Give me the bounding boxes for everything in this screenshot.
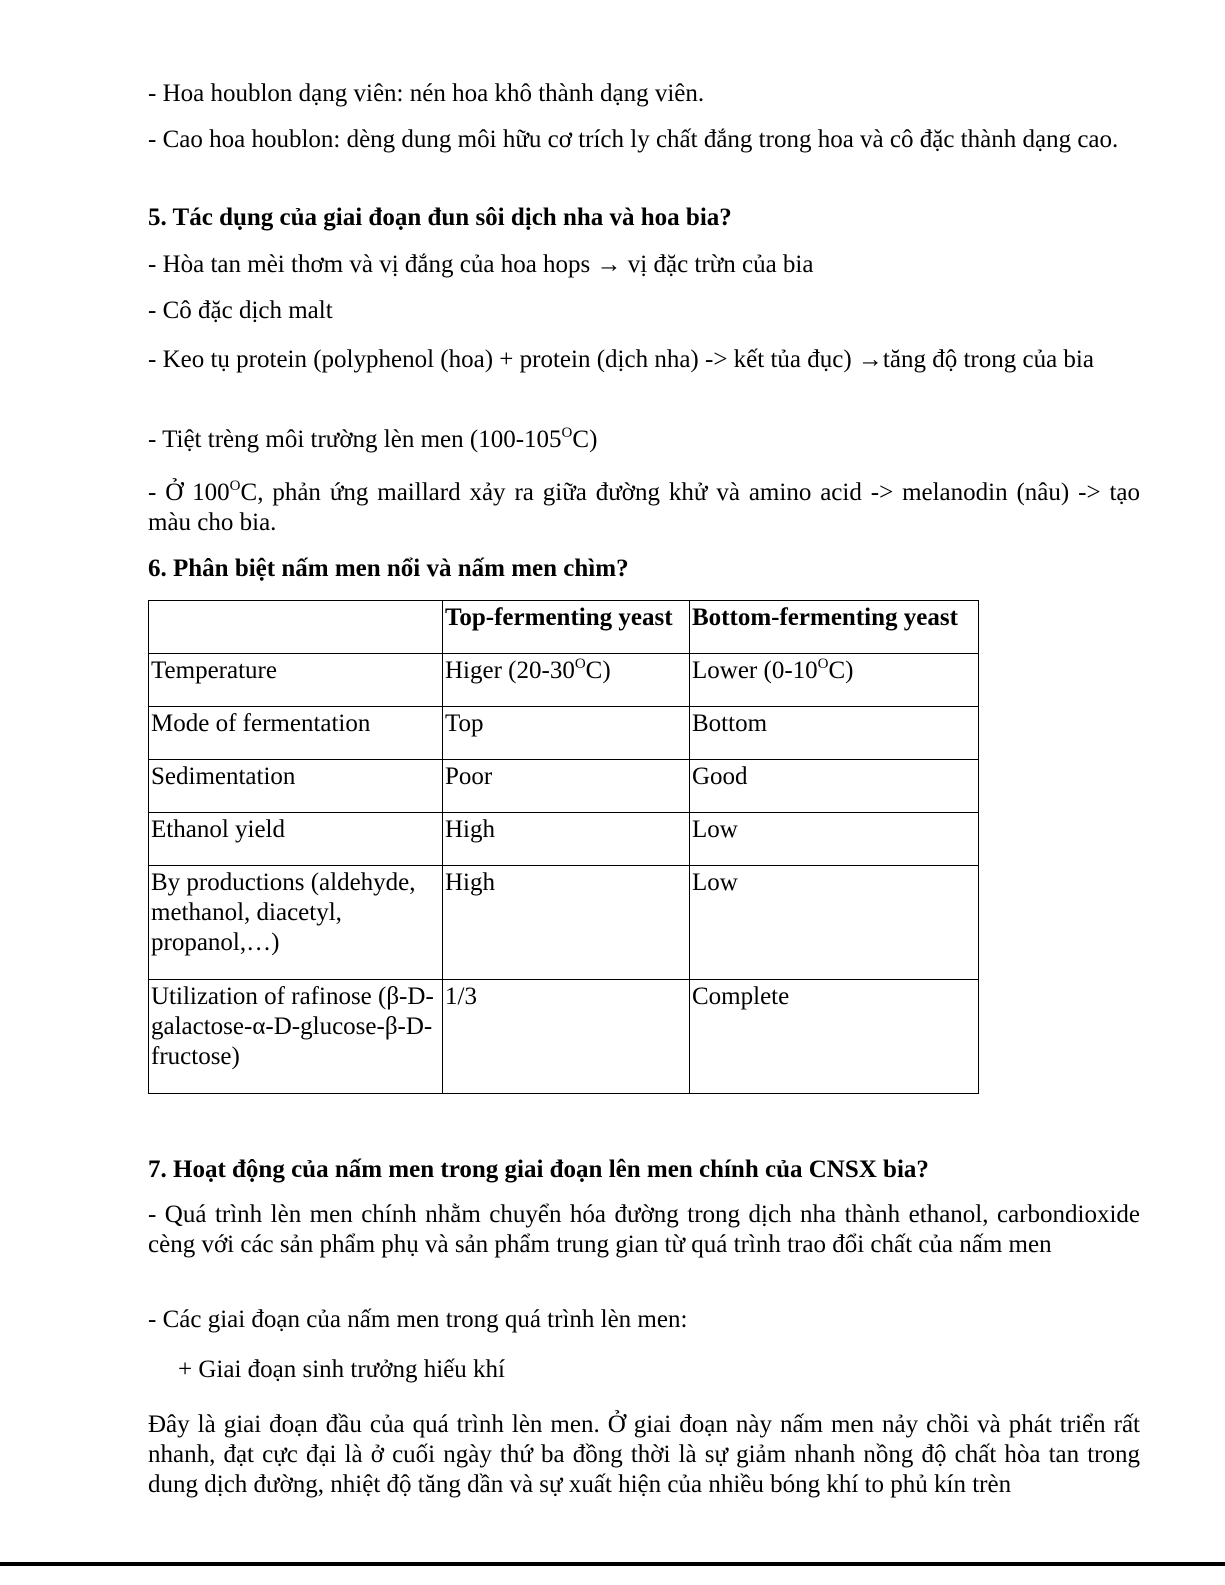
table-cell-top: High [443,813,690,866]
table-cell-top: Poor [443,760,690,813]
table-cell-top: 1/3 [443,980,690,1094]
bullet-5-4: - Tiệt trèng môi trường lèn men $(100-105^OC)$ [148,425,598,453]
table-row [149,707,979,760]
line-houblon-extract: - Cao hoa houblon: dèng dung môi hữu cơ trích ly chất đắng trong hoa và cô đặc thành dạng cao. [148,126,1119,153]
table-row [149,654,979,707]
table-row [149,813,979,866]
table-header-row [149,601,979,654]
line-houblon-pellet: - Hoa houblon dạng viên: nén hoa khô thành dạng viên. [148,80,705,107]
table-cell-top: High [443,866,690,980]
table-cell-bottom: Lower $(0-10^OC)$ [690,654,979,707]
table-cell-top: Higer $(20-30^OC)$ [443,654,690,707]
table-row [149,980,979,1094]
paragraph-7-2: - Các giai đoạn của nấm men trong quá trình lèn men: [148,1306,688,1333]
table-cell-label: Utilization of rafinose (β-D-galactose-α-D-glucose-β-D-fructose) [149,980,443,1094]
table-row [149,760,979,813]
yeast-comparison-table [148,600,979,1094]
table-cell-bottom: Good [690,760,979,813]
table-header-cell [149,601,443,654]
table-cell-top: Top [443,707,690,760]
table-row [149,866,979,980]
table-cell-label: Ethanol yield [149,813,443,866]
heading-section-5: 5. Tác dụng của giai đoạn đun sôi dịch nha và hoa bia? [148,204,732,231]
table-cell-bottom: Low [690,866,979,980]
table-cell-bottom: Bottom [690,707,979,760]
table-cell-label: Temperature [149,654,443,707]
bullet-5-2: - Cô đặc dịch malt [148,297,333,324]
bullet-5-3: - Keo tụ protein (polyphenol (hoa) + protein (dịch nha) -> kết tủa đục) →tăng độ trong của bia [148,346,1094,373]
paragraph-7-1: - Quá trình lèn men chính nhằm chuyển hóa đường trong dịch nha thành ethanol, carbondioxide cèng với các sản phẩm phụ và sản phẩm trung gian từ quá trình trao đổi chất của nấm men [148,1201,1140,1258]
table-cell-label: Mode of fermentation [149,707,443,760]
table-cell-bottom: Low [690,813,979,866]
paragraph-7-4: Đây là giai đoạn đầu của quá trình lèn men. Ở giai đoạn này nấm men nảy chồi và phát triển rất nhanh, đạt cực đại là ở cuối ngày thứ ba đồng thời là sự giảm nhanh nồng độ chất hòa tan trong dung dịch đường, nhiệt độ tăng dần và sự xuất hiện của nhiều bóng khí to phủ kín trèn [148,1411,1140,1498]
paragraph-7-3: + Giai đoạn sinh trưởng hiếu khí [178,1356,505,1383]
bullet-5-1: - Hòa tan mèi thơm và vị đắng của hoa hops → vị đặc trừn của bia [148,251,814,278]
table-cell-label: Sedimentation [149,760,443,813]
table-cell-label: By productions (aldehyde, methanol, diacetyl, propanol,…) [149,866,443,980]
page-bottom-rule [0,1562,1225,1566]
table-header-cell: Bottom-fermenting yeast [690,601,979,654]
heading-section-6: 6. Phân biệt nấm men nổi và nấm men chìm? [148,555,629,582]
table-cell-bottom: Complete [690,980,979,1094]
bullet-5-5: - Ở $100^OC$, phản ứng maillard xảy ra giữa đường khử và amino acid -> melanodin (nâu) -> tạo màu cho bia. [148,478,1140,536]
table-header-cell: Top-fermenting yeast [443,601,690,654]
heading-section-7: 7. Hoạt động của nấm men trong giai đoạn lên men chính của CNSX bia? [148,1156,929,1183]
